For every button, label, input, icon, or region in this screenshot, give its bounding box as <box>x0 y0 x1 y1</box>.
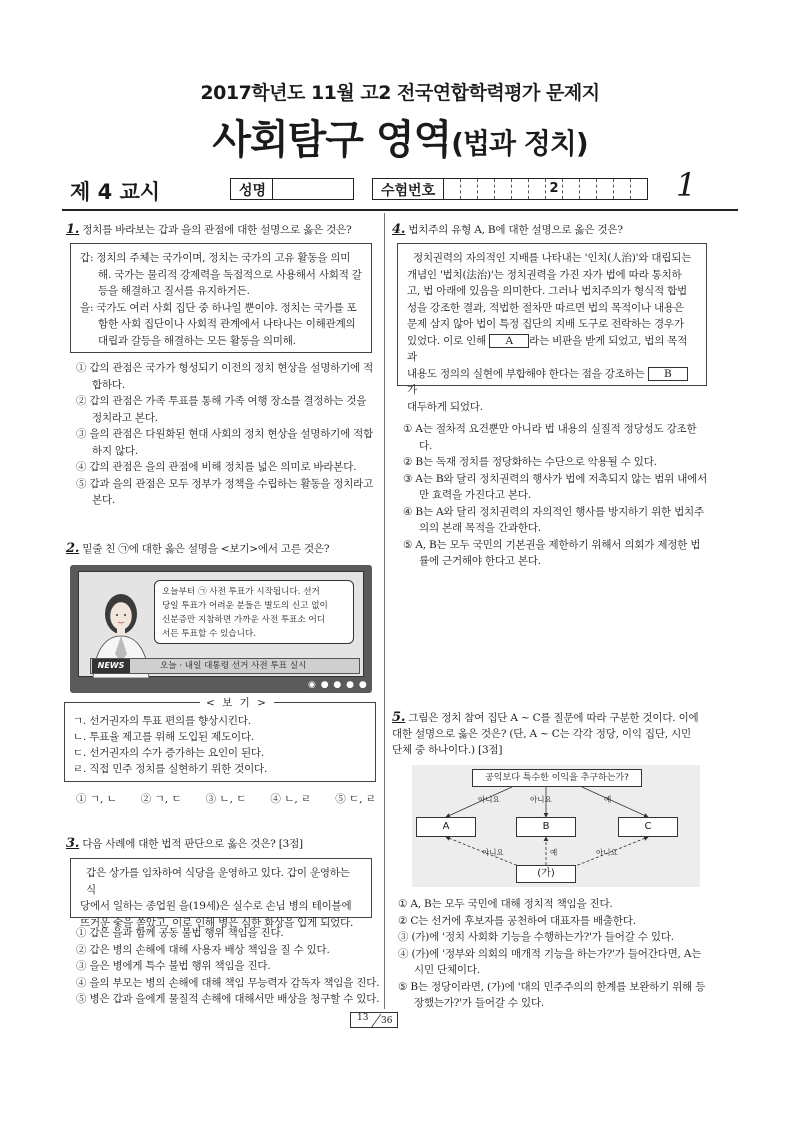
diagram-node-ga: (가) <box>516 865 576 883</box>
q4-box-line: 고, 법 아래에 있음을 의미한다. 그러나 법치주의가 형식적 합법 <box>407 285 687 297</box>
q4-options <box>403 421 709 570</box>
q4-box-line: 성을 강조한 결과, 적법한 절차만 따르면 법의 목적이나 내용은 <box>407 301 684 314</box>
name-field[interactable] <box>230 178 354 200</box>
q3-option-2[interactable]: ② 갑은 병의 손해에 대해 사용자 배상 책임을 질 수 있다. <box>76 943 330 956</box>
q1-option-5[interactable]: ⑤ 갑과 을의 관점은 모두 정부가 정책을 수립하는 활동을 정치라고 본다. <box>76 477 374 506</box>
q2-stem <box>66 541 376 557</box>
id-cell[interactable] <box>495 179 512 199</box>
q2-choice-4[interactable]: ④ ㄴ, ㄹ <box>270 793 312 805</box>
bogi-box <box>64 702 376 782</box>
q1-box-line: 등을 해결하고 질서를 유지하거든. <box>98 285 250 297</box>
q5-stem-line: 그림은 정치 참여 집단 A ~ C를 질문에 따라 구분한 것이다. 이에 <box>408 712 699 724</box>
q5-stem <box>392 710 712 758</box>
diagram-top-question: 공익보다 특수한 이익을 추구하는가? <box>472 769 642 787</box>
q4-option-3[interactable]: ③ A는 B와 달리 정치권력의 행사가 법에 저촉되지 않는 범위 내에서만 효력을 가진다고 본다. <box>403 472 708 501</box>
bogi-item: ㄱ. 선거권자의 투표 편의를 향상시킨다. <box>73 715 251 727</box>
id-cell[interactable] <box>512 179 529 199</box>
id-cell[interactable] <box>444 179 461 199</box>
edge-label: 아니요 <box>530 795 552 804</box>
edge-label: 아니요 <box>478 795 500 804</box>
q2-choice-2[interactable]: ② ㄱ, ㄷ <box>140 793 182 805</box>
q3-box-line: 갑은 상가를 임차하여 식당을 운영하고 있다. 갑이 운영하는 식 <box>86 867 350 896</box>
q3-box-line: 뜨거운 숯을 쏟았고, 이로 인해 병은 심한 화상을 입게 되었다. <box>80 916 354 929</box>
q1-number: 1. <box>66 222 80 237</box>
subject-title <box>0 108 800 165</box>
bubble-line: 오늘부터 ㉠ 사전 투표가 시작됩니다. 선거 <box>162 587 320 597</box>
q1-option-1[interactable]: ① 갑의 관점은 국가가 형성되기 이전의 정치 현상을 설명하기에 적합하다. <box>76 362 374 391</box>
q5-option-1[interactable]: ① A, B는 모두 국민에 대해 정치적 책임을 진다. <box>398 898 613 910</box>
q3-case-box <box>70 858 372 929</box>
id-cell-digit: 2 <box>546 179 563 199</box>
page-counter <box>350 1012 398 1028</box>
q4-stem-text: 법치주의 유형 A, B에 대한 설명으로 옳은 것은? <box>408 224 623 236</box>
id-cell[interactable] <box>461 179 478 199</box>
q1-passage-box <box>70 243 372 353</box>
q4-passage-box <box>397 243 707 413</box>
page-number: 1 <box>676 166 697 204</box>
bogi-item: ㄹ. 직접 민주 정치를 실현하기 위한 것이다. <box>73 763 268 775</box>
tv-buttons-icon: ◉ ● ● ● ● <box>308 680 368 690</box>
bogi-item: ㄷ. 선거권자의 수가 증가하는 요인이 된다. <box>73 747 264 759</box>
bogi-item: ㄴ. 투표율 제고를 위해 도입된 제도이다. <box>73 731 255 743</box>
header-divider <box>62 209 738 211</box>
blank-b: B <box>648 367 688 381</box>
q4-option-4[interactable]: ④ B는 A와 달리 정치권력의 자의적인 행사를 방지하기 위한 법치주의의 본래 목적을 간과한다. <box>403 505 704 534</box>
q5-option-2[interactable]: ② C는 선거에 후보자를 공천하여 대표자를 배출한다. <box>398 914 636 927</box>
q3-box-line: 당에서 일하는 종업원 을(19세)은 실수로 손님 병의 테이블에 <box>80 900 352 912</box>
q3-option-4[interactable]: ④ 을의 부모는 병의 손해에 대해 책임 무능력자 감독자 책임을 진다. <box>76 976 380 989</box>
bubble-line: 서든 투표할 수 있습니다. <box>162 629 256 639</box>
news-tag: NEWS <box>92 659 130 673</box>
q5-number: 5. <box>392 710 406 725</box>
q4-option-2[interactable]: ② B는 독재 정치를 정당화하는 수단으로 악용될 수 있다. <box>403 456 657 468</box>
q1-box-line: 을: 국가도 여러 사회 집단 중 하나일 뿐이야. 정치는 국가를 포 <box>80 301 357 314</box>
q4-text: 내용도 정의의 실현에 부합해야 한다는 점을 강조하는 <box>407 367 645 380</box>
q5-options <box>398 896 710 1012</box>
q3-option-5[interactable]: ⑤ 병은 갑과 을에게 물질적 손해에 대해서만 배상을 청구할 수 있다. <box>76 993 380 1005</box>
diagram-node-b: B <box>516 817 576 837</box>
q3-stem-text: 다음 사례에 대한 법적 판단으로 옳은 것은? [3점] <box>82 838 303 850</box>
q3-option-3[interactable]: ③ 을은 병에게 특수 불법 행위 책임을 진다. <box>76 960 271 972</box>
q2-choice-1[interactable]: ① ㄱ, ㄴ <box>76 793 117 805</box>
q4-number: 4. <box>392 222 406 237</box>
id-cell[interactable] <box>529 179 546 199</box>
edge-label: 예 <box>604 795 612 804</box>
q5-stem-line: 단체 중 하나이다.) [3점] <box>392 744 503 756</box>
bubble-line: 당일 투표가 어려운 분들은 별도의 신고 없이 <box>162 601 328 611</box>
page-current: 13 <box>357 1013 369 1023</box>
diagram-node-c: C <box>618 817 678 837</box>
q1-box-line: 갑: 정치의 주체는 국가이며, 정치는 국가의 고유 활동을 의미 <box>80 252 351 264</box>
subject-sub: (법과 정치) <box>451 127 588 160</box>
q4-text: 가 <box>407 384 417 396</box>
blank-a: A <box>489 334 529 348</box>
q1-stem <box>66 222 376 238</box>
q1-option-3[interactable]: ③ 을의 관점은 다원화된 현대 사회의 정치 현상을 설명하기에 적합하지 않다. <box>76 428 374 457</box>
page-total: 36 <box>381 1016 393 1026</box>
q1-box-line: 대립과 갈등을 해결하는 모든 활동을 의미해. <box>98 334 296 347</box>
q5-option-4[interactable]: ④ (가)에 '정부와 의회의 매개적 기능을 하는가?'가 들어간다면, A는 시민 단체이다. <box>398 947 702 976</box>
q4-box-line: 문제 삼지 않아 법이 특정 집단의 지배 도구로 전락하는 경우가 <box>407 318 684 330</box>
q2-choices <box>76 791 376 806</box>
news-caption: 오늘 · 내일 대통령 선거 사전 투표 실시 <box>160 661 307 671</box>
q2-choice-3[interactable]: ③ ㄴ, ㄷ <box>205 793 247 805</box>
q1-stem-text: 정치를 바라보는 갑과 을의 관점에 대한 설명으로 옳은 것은? <box>82 224 352 236</box>
q1-box-line: 함한 사회 집단이나 사회적 관계에서 나타나는 이해관계의 <box>98 318 356 330</box>
bogi-title: < 보 기 > <box>200 695 274 710</box>
id-cell[interactable] <box>563 179 580 199</box>
q4-box-line <box>407 333 697 366</box>
q4-option-5[interactable]: ⑤ A, B는 모두 국민의 기본권을 제한하기 위해서 의회가 제정한 법률에 근거해야 한다고 본다. <box>403 538 701 567</box>
q4-text: 있었다. 이로 인해 <box>407 334 487 347</box>
q5-stem-line: 대한 설명으로 옳은 것은? (단, A ~ C는 각각 정당, 이익 집단, 시민 <box>392 728 691 740</box>
q3-options <box>76 925 380 1008</box>
id-cell[interactable] <box>597 179 614 199</box>
id-cell[interactable] <box>478 179 495 199</box>
q4-box-line: 개념인 '법치(法治)'는 정치권력을 가진 자가 법에 따라 통치하 <box>407 268 682 281</box>
edge-label: 아니요 <box>596 848 618 857</box>
q4-text: 라는 비판을 받게 되었고, 법의 목적과 <box>407 334 688 363</box>
q5-diagram <box>412 765 700 887</box>
bogi-title-text: 보 기 <box>222 697 252 709</box>
q3-stem <box>66 836 376 852</box>
edge-label: 예 <box>550 848 558 857</box>
q2-number: 2. <box>66 541 80 556</box>
q1-option-4[interactable]: ④ 갑의 관점은 을의 관점에 비해 정치를 넓은 의미로 바라본다. <box>76 461 357 473</box>
bubble-line: 신분증만 지참하면 가까운 사전 투표소 어디 <box>162 615 326 625</box>
id-cell[interactable] <box>631 179 647 199</box>
q4-box-line <box>407 366 697 399</box>
anchor-speech-bubble <box>154 580 354 644</box>
q2-stem-text: 밑줄 친 ㉠에 대한 옳은 설명을 <보기>에서 고른 것은? <box>82 543 330 555</box>
id-cell[interactable] <box>580 179 597 199</box>
exam-title: 2017학년도 11월 고2 전국연합학력평가 문제지 <box>200 82 600 104</box>
name-label: 성명 <box>231 179 273 199</box>
q4-stem <box>392 222 712 238</box>
edge-label: 아니요 <box>482 848 504 857</box>
q1-options <box>76 360 378 509</box>
q4-option-1[interactable]: ① A는 절차적 요건뿐만 아니라 법 내용의 실질적 정당성도 강조한다. <box>403 423 697 452</box>
q5-option-3[interactable]: ③ (가)에 '정치 사회화 기능을 수행하는가?'가 들어갈 수 있다. <box>398 931 674 943</box>
diagram-node-a: A <box>416 817 476 837</box>
q4-box-line: 정치권력의 자의적인 지배를 나타내는 '인치(人治)'와 대립되는 <box>413 252 692 264</box>
column-divider <box>384 213 385 1009</box>
q4-box-line: 대두하게 되었다. <box>407 400 483 413</box>
q3-number: 3. <box>66 836 80 851</box>
q3-option-1[interactable]: ① 갑은 을과 함께 공동 불법 행위 책임을 진다. <box>76 927 284 939</box>
subject-main: 사회탐구 영역 <box>212 117 452 163</box>
exam-id-field[interactable] <box>372 178 648 200</box>
exam-id-label: 수험번호 <box>373 179 444 199</box>
q1-box-line: 해. 국가는 물리적 강제력을 독점적으로 사용해서 사회적 갈 <box>98 268 362 281</box>
q1-option-2[interactable]: ② 갑의 관점은 가족 투표를 통해 가족 여행 장소를 결정하는 것을 정치라고 본다. <box>76 395 367 424</box>
id-cell[interactable] <box>614 179 631 199</box>
q5-option-5[interactable]: ⑤ B는 정당이라면, (가)에 '대의 민주주의의 한계를 보완하기 위해 등장했는가?'가 들어갈 수 있다. <box>398 980 706 1009</box>
period-label: 제 4 교시 <box>70 180 161 204</box>
q2-choice-5[interactable]: ⑤ ㄷ, ㄹ <box>335 793 376 805</box>
